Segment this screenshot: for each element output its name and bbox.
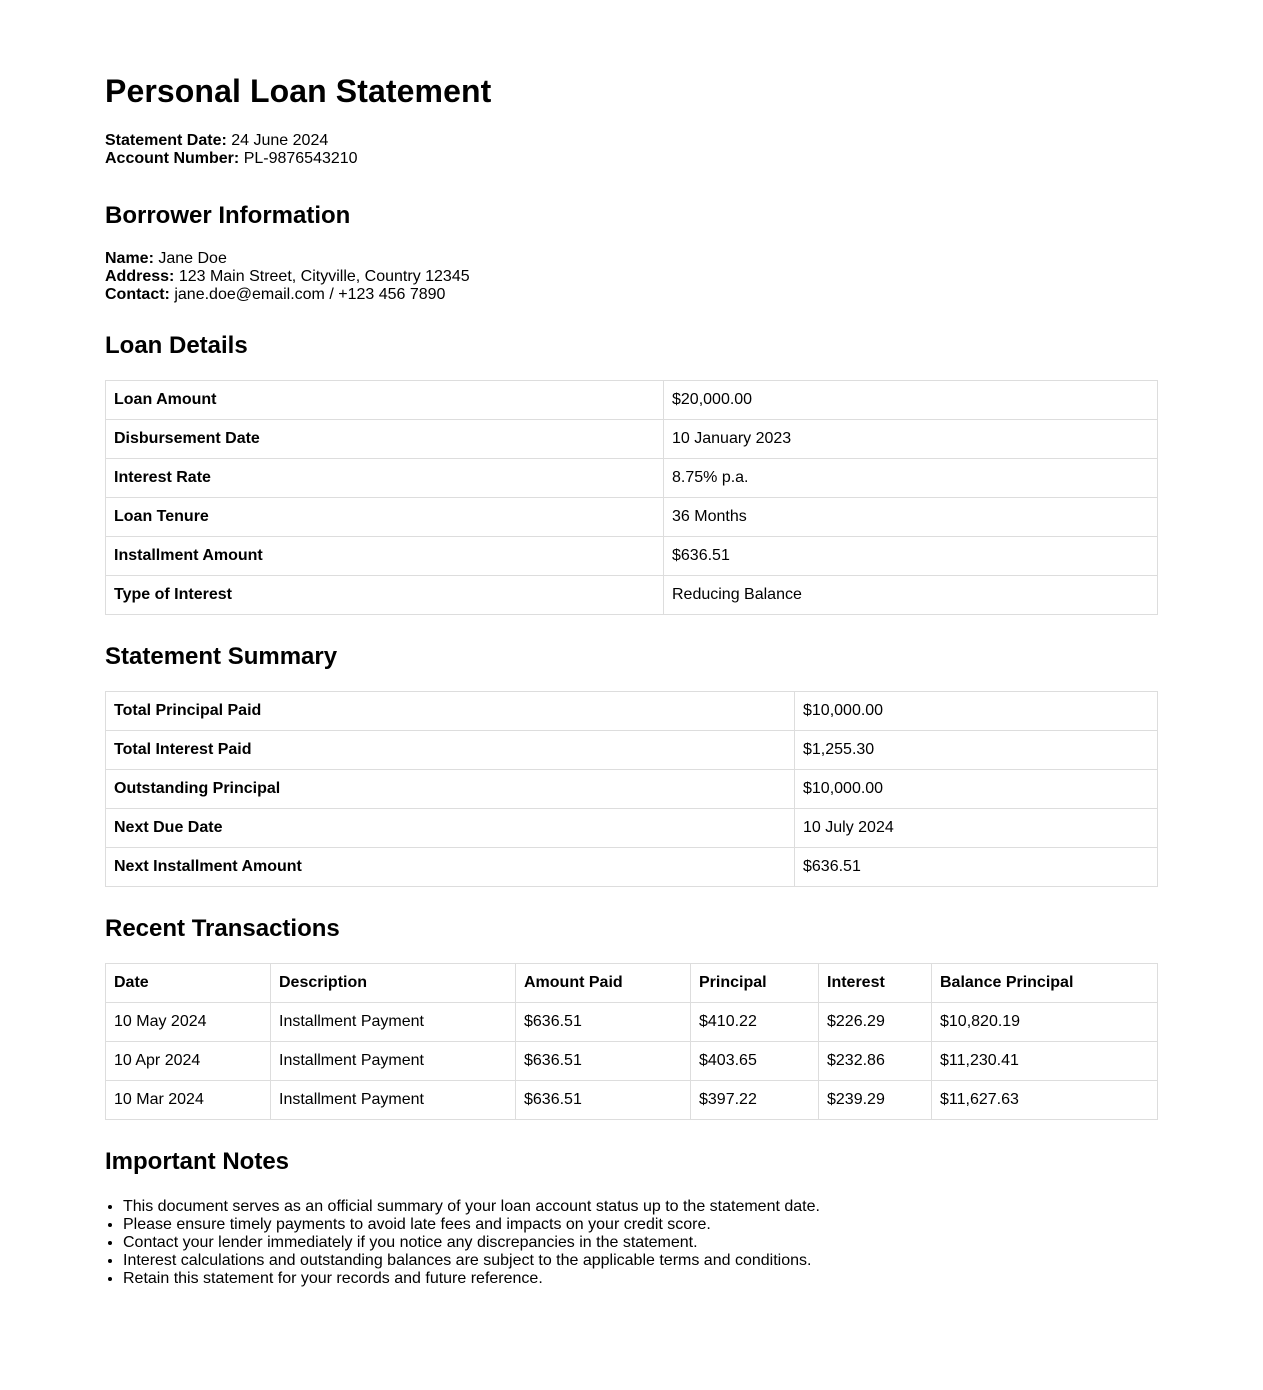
borrower-info	[105, 250, 1158, 304]
table-row	[106, 770, 1158, 809]
list-item: • Interest calculations and outstanding balances are subject to the applicable terms and conditions.	[123, 1252, 1158, 1270]
tx-interest: $226.29	[819, 1003, 932, 1042]
table-row	[106, 576, 1158, 615]
tx-balance-principal: $11,627.63	[932, 1081, 1158, 1120]
outstanding-principal-label: Outstanding Principal	[106, 770, 795, 809]
tx-description: Installment Payment	[271, 1081, 516, 1120]
important-notes-heading: Important Notes	[105, 1148, 290, 1175]
total-interest-paid-value: $1,255.30	[795, 731, 1158, 770]
tx-date: 10 May 2024	[106, 1003, 271, 1042]
column-header-balance-principal: Balance Principal	[932, 964, 1158, 1003]
table-row	[106, 498, 1158, 537]
statement-summary-table	[105, 691, 1158, 887]
borrower-address-value: 123 Main Street, Cityville, Country 12345	[178, 268, 470, 285]
table-row	[106, 848, 1158, 887]
outstanding-principal-value: $10,000.00	[795, 770, 1158, 809]
borrower-heading: Borrower Information	[105, 202, 351, 229]
borrower-name-value: Jane Doe	[158, 250, 227, 267]
disbursement-date-label: Disbursement Date	[106, 420, 664, 459]
account-number-label: Account Number:	[105, 150, 240, 167]
list-item: • Retain this statement for your records and future reference.	[123, 1270, 1158, 1288]
table-row	[106, 459, 1158, 498]
tx-balance-principal: $10,820.19	[932, 1003, 1158, 1042]
borrower-address-line	[105, 268, 1158, 286]
statement-date-value: 24 June 2024	[231, 132, 329, 149]
loan-details-table	[105, 380, 1158, 615]
tx-interest: $239.29	[819, 1081, 932, 1120]
transactions-table	[105, 963, 1158, 1120]
tx-principal: $403.65	[691, 1042, 819, 1081]
column-header-interest: Interest	[819, 964, 932, 1003]
tx-description: Installment Payment	[271, 1042, 516, 1081]
table-row	[106, 381, 1158, 420]
tx-principal: $410.22	[691, 1003, 819, 1042]
column-header-description: Description	[271, 964, 516, 1003]
account-number-line	[105, 150, 1158, 168]
total-principal-paid-value: $10,000.00	[795, 692, 1158, 731]
tx-amount-paid: $636.51	[516, 1003, 691, 1042]
column-header-principal: Principal	[691, 964, 819, 1003]
table-row	[106, 1003, 1158, 1042]
disbursement-date-value: 10 January 2023	[664, 420, 1158, 459]
account-number-value: PL-9876543210	[243, 150, 358, 167]
table-row	[106, 1042, 1158, 1081]
table-row	[106, 809, 1158, 848]
interest-type-label: Type of Interest	[106, 576, 664, 615]
tx-date: 10 Apr 2024	[106, 1042, 271, 1081]
recent-transactions-heading: Recent Transactions	[105, 915, 340, 942]
tx-description: Installment Payment	[271, 1003, 516, 1042]
next-due-date-value: 10 July 2024	[795, 809, 1158, 848]
table-row	[106, 537, 1158, 576]
borrower-address-label: Address:	[105, 268, 175, 285]
interest-rate-value: 8.75% p.a.	[664, 459, 1158, 498]
statement-date-label: Statement Date:	[105, 132, 227, 149]
installment-amount-label: Installment Amount	[106, 537, 664, 576]
tx-amount-paid: $636.51	[516, 1081, 691, 1120]
next-installment-amount-label: Next Installment Amount	[106, 848, 795, 887]
loan-amount-value: $20,000.00	[664, 381, 1158, 420]
tx-balance-principal: $11,230.41	[932, 1042, 1158, 1081]
table-row	[106, 1081, 1158, 1120]
tx-principal: $397.22	[691, 1081, 819, 1120]
list-item: • Contact your lender immediately if you notice any discrepancies in the statement.	[123, 1234, 1158, 1252]
tx-amount-paid: $636.51	[516, 1042, 691, 1081]
statement-summary-heading: Statement Summary	[105, 643, 338, 670]
notes-list	[105, 1198, 1158, 1288]
loan-tenure-label: Loan Tenure	[106, 498, 664, 537]
tx-interest: $232.86	[819, 1042, 932, 1081]
statement-date-line	[105, 132, 1158, 150]
interest-rate-label: Interest Rate	[106, 459, 664, 498]
loan-amount-label: Loan Amount	[106, 381, 664, 420]
table-header-row	[106, 964, 1158, 1003]
borrower-name-line	[105, 250, 1158, 268]
table-row	[106, 731, 1158, 770]
statement-meta	[105, 132, 1158, 168]
tx-date: 10 Mar 2024	[106, 1081, 271, 1120]
list-item: • This document serves as an official summary of your loan account status up to the statement date.	[123, 1198, 1158, 1216]
interest-type-value: Reducing Balance	[664, 576, 1158, 615]
next-installment-amount-value: $636.51	[795, 848, 1158, 887]
total-principal-paid-label: Total Principal Paid	[106, 692, 795, 731]
loan-tenure-value: 36 Months	[664, 498, 1158, 537]
installment-amount-value: $636.51	[664, 537, 1158, 576]
table-row	[106, 420, 1158, 459]
loan-details-heading: Loan Details	[105, 332, 248, 359]
column-header-amount-paid: Amount Paid	[516, 964, 691, 1003]
next-due-date-label: Next Due Date	[106, 809, 795, 848]
borrower-name-label: Name:	[105, 250, 154, 267]
table-row	[106, 692, 1158, 731]
borrower-contact-label: Contact:	[105, 286, 170, 303]
column-header-date: Date	[106, 964, 271, 1003]
list-item: • Please ensure timely payments to avoid late fees and impacts on your credit score.	[123, 1216, 1158, 1234]
total-interest-paid-label: Total Interest Paid	[106, 731, 795, 770]
page-title: Personal Loan Statement	[105, 73, 492, 109]
borrower-contact-value: jane.doe@email.com / +123 456 7890	[174, 286, 446, 303]
borrower-contact-line	[105, 286, 1158, 304]
